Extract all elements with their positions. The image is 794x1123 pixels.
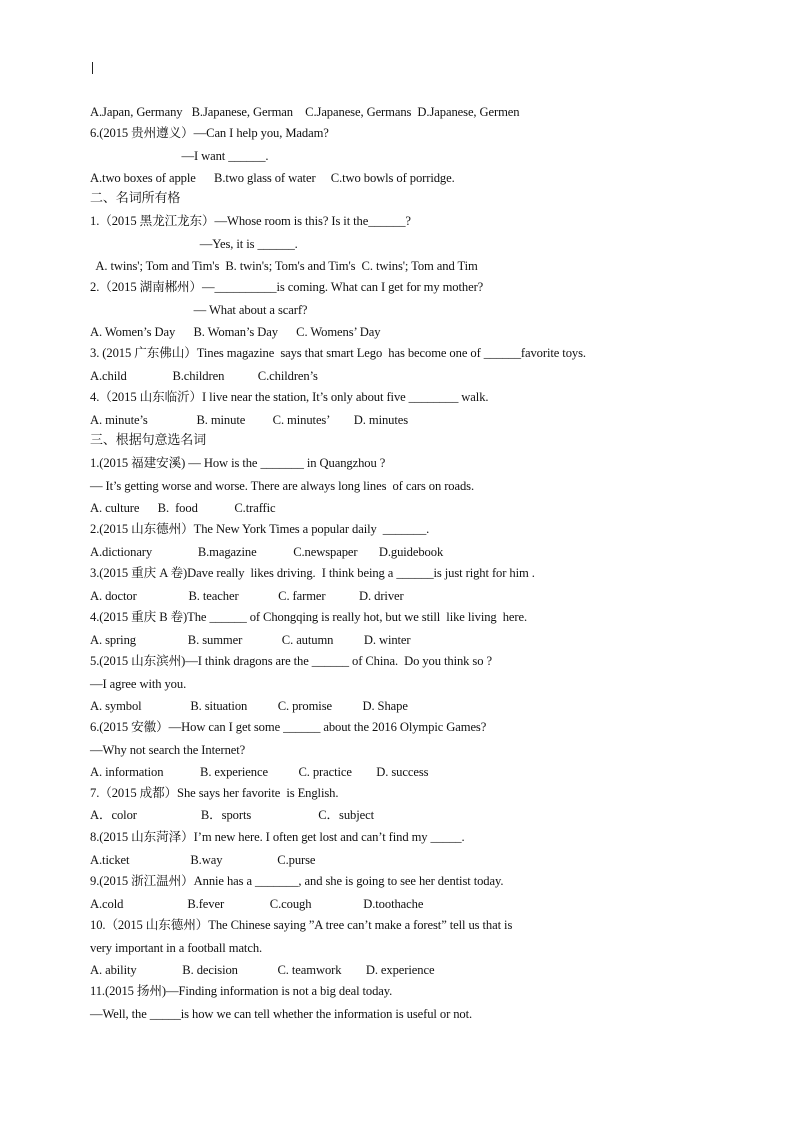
- answer-options-line: A. minute’s B. minute C. minutes’ D. minutes: [90, 413, 409, 427]
- question-line: 3. (2015 广东佛山）Tines magazine says that smart Lego has become one of ______favorite toys.: [90, 346, 586, 360]
- dialogue-line: — What about a scarf?: [90, 303, 308, 317]
- question-line: 5.(2015 山东滨州)—I think dragons are the ______ of China. Do you think so ?: [90, 654, 492, 668]
- dialogue-line: —Why not search the Internet?: [90, 743, 246, 757]
- question-line: 3.(2015 重庆 A 卷)Dave really likes driving. I think being a ______is just right for him .: [90, 566, 535, 580]
- answer-options-line: A.dictionary B.magazine C.newspaper D.guidebook: [90, 545, 444, 559]
- question-line: 6.(2015 安徽）—How can I get some ______ about the 2016 Olympic Games?: [90, 720, 487, 734]
- answer-options-line: A. ability B. decision C. teamwork D. experience: [90, 963, 435, 977]
- dialogue-line: —I want ______.: [90, 149, 269, 163]
- answer-options-line: A. twins'; Tom and Tim's B. twin's; Tom's and Tim's C. twins'; Tom and Tim: [90, 259, 478, 273]
- question-line: 6.(2015 贵州遵义）—Can I help you, Madam?: [90, 126, 329, 140]
- question-line: 1.（2015 黑龙江龙东）—Whose room is this? Is it the______?: [90, 214, 411, 228]
- question-line: 4.(2015 重庆 B 卷)The ______ of Chongqing is really hot, but we still like living here.: [90, 610, 528, 624]
- question-line: 2.（2015 湖南郴州）—__________is coming. What can I get for my mother?: [90, 280, 484, 294]
- dialogue-line: —Yes, it is ______.: [90, 237, 298, 251]
- answer-options-line: A.ticket B.way C.purse: [90, 853, 316, 867]
- answer-options-line: A. information B. experience C. practice D. success: [90, 765, 429, 779]
- question-line: 4.（2015 山东临沂）I live near the station, It’s only about five ________ walk.: [90, 390, 489, 404]
- section-heading: 三、根据句意选名词: [90, 432, 207, 447]
- question-line: 8.(2015 山东菏泽）I’m new here. I often get lost and can’t find my _____.: [90, 830, 465, 844]
- question-line: 10.（2015 山东德州）The Chinese saying ”A tree can’t make a forest” tell us that is: [90, 918, 513, 932]
- dialogue-line: — It’s getting worse and worse. There are always long lines of cars on roads.: [90, 479, 475, 493]
- question-line: 9.(2015 浙江温州）Annie has a _______, and she is going to see her dentist today.: [90, 874, 504, 888]
- dialogue-line: —I agree with you.: [90, 677, 187, 691]
- answer-options-line: A. culture B. food C.traffic: [90, 501, 276, 515]
- question-line-continued: very important in a football match.: [90, 941, 263, 955]
- section-heading: 二、名词所有格: [90, 190, 181, 205]
- text-cursor-mark: [92, 62, 93, 74]
- question-line: 7.（2015 成都）She says her favorite is English.: [90, 786, 339, 800]
- dialogue-line: —Well, the _____is how we can tell whether the information is useful or not.: [90, 1007, 473, 1021]
- answer-options-line: A.cold B.fever C.cough D.toothache: [90, 897, 424, 911]
- answer-options-line: A.Japan, Germany B.Japanese, German C.Japanese, Germans D.Japanese, Germen: [90, 105, 520, 119]
- question-line: 11.(2015 扬州)—Finding information is not a big deal today.: [90, 984, 393, 998]
- answer-options-line: A. spring B. summer C. autumn D. winter: [90, 633, 411, 647]
- answer-options-line: A. Women’s Day B. Woman’s Day C. Womens’ Day: [90, 325, 381, 339]
- question-line: 2.(2015 山东德州）The New York Times a popular daily _______.: [90, 522, 430, 536]
- answer-options-line: A．color B．sports C．subject: [90, 808, 374, 822]
- answer-options-line: A.child B.children C.children’s: [90, 369, 318, 383]
- question-line: 1.(2015 福建安溪) — How is the _______ in Quangzhou ?: [90, 456, 386, 470]
- answer-options-line: A.two boxes of apple B.two glass of water C.two bowls of porridge.: [90, 171, 455, 185]
- answer-options-line: A. doctor B. teacher C. farmer D. driver: [90, 589, 404, 603]
- answer-options-line: A. symbol B. situation C. promise D. Shape: [90, 699, 408, 713]
